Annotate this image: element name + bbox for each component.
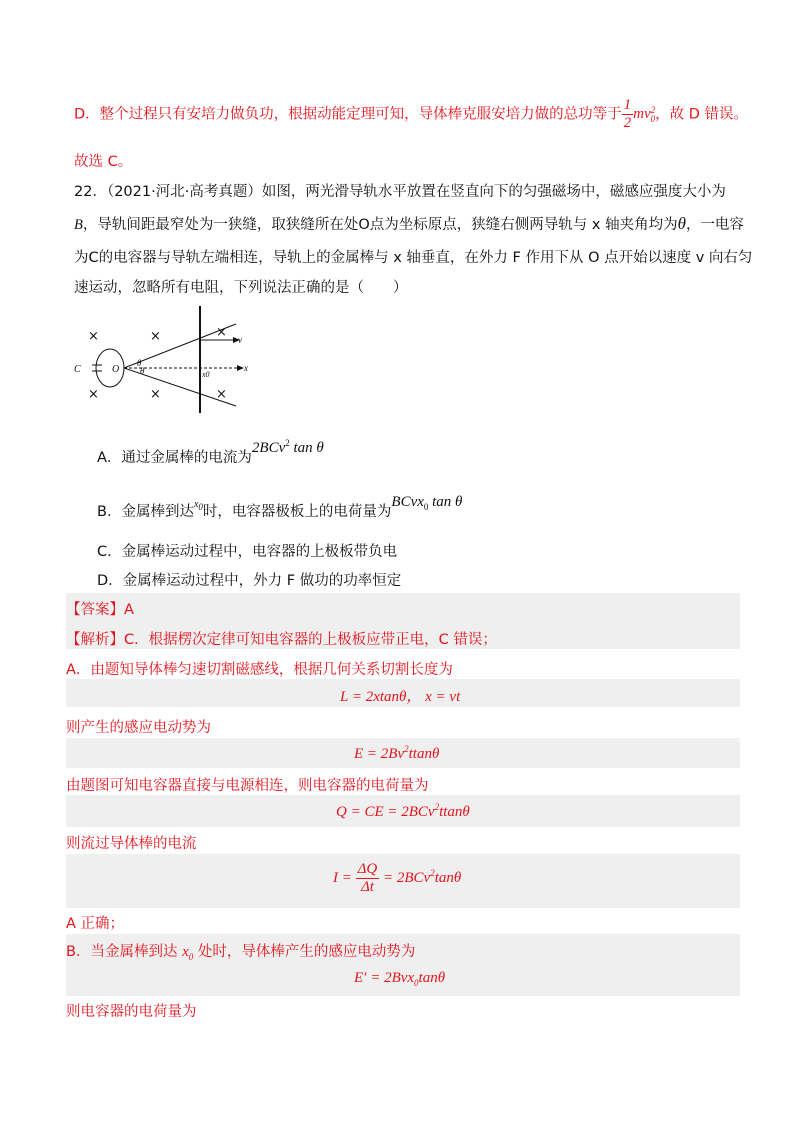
question-line-4: 速运动，忽略所有电阻，下列说法正确的是（ ） (74, 280, 408, 296)
field-cross: × (216, 387, 227, 402)
equation-4: I = $\frac{\Delta Q}{\Delta t}$ = 2BCv$^2$tanθ (333, 861, 462, 895)
field-cross: × (150, 387, 161, 402)
fraction-dq-dt: $\frac{\Delta Q}{\Delta t}$ (357, 861, 378, 895)
label-x0: x0 (202, 370, 210, 379)
question-line-3: 为C的电容器与导轨左端相连，导轨上的金属棒与 x 轴垂直，在外力 F 作用下从 O 点开始以速度 v 向右匀 (74, 250, 753, 266)
equation-3: Q = CE = 2BCv$^2$ttanθ (336, 802, 470, 820)
option-d: D．金属棒运动过程中，外力 F 做功的功率恒定 (97, 573, 402, 589)
analysis-q-line: 由题图可知电容器直接与电源相连，则电容器的电荷量为 (66, 778, 429, 794)
circuit-diagram (70, 306, 260, 416)
label-v: v (238, 335, 242, 345)
analysis-b-line: B．当金属棒到达 $x_0$ 处时，导体棒产生的感应电动势为 (66, 944, 416, 962)
analysis-a-line: A．由题知导体棒匀速切割磁感线，根据几何关系切割长度为 (66, 662, 453, 678)
analysis-q2-line: 则电容器的电荷量为 (66, 1004, 197, 1020)
label-c: C (74, 364, 81, 375)
label-o: O (112, 364, 120, 375)
label-theta-bottom: θ (140, 366, 145, 376)
option-b: B．金属棒到达$^{x0}$时，电容器极板上的电荷量为BCvx$_0$ tan θ (97, 494, 463, 520)
question-line-1: 22．（2021·河北·高考真题）如图，两光滑导轨水平放置在竖直向下的匀强磁场中，磁感应强度大小为 (74, 184, 726, 200)
capacitor-loop (96, 349, 124, 387)
label-theta-top: θ (137, 358, 142, 368)
equation-5: E′ = 2Bvx$_0$tanθ (354, 970, 446, 988)
option-a: A．通过金属棒的电流为2BCv$^2$ tan θ (97, 438, 324, 466)
option-d-explanation: D．整个过程只有安培力做负功，根据动能定理可知，导体棒克服安培力做的总功等于 $\frac{1}{2}$ mv 2 0 ，故 D 错误。 (74, 97, 749, 131)
option-d-text: D．整个过程只有安培力做负功，根据动能定理可知，导体棒克服安培力做的总功等于 (74, 106, 622, 123)
x-axis-arrow-head (237, 365, 244, 371)
fraction-half: $\frac{1}{2}$ (623, 97, 632, 131)
answer-label: 【答案】A (66, 602, 134, 618)
analysis-a-correct: A 正确； (66, 916, 125, 932)
analysis-emf-line: 则产生的感应电动势为 (66, 720, 211, 736)
label-x: x (244, 363, 248, 373)
analysis-i-line: 则流过导体棒的电流 (66, 836, 197, 852)
equation-1: L = 2xtanθ， x = vt (340, 689, 461, 705)
field-cross: × (150, 329, 161, 344)
option-c: C．金属棒运动过程中，电容器的上极板带负电 (97, 544, 398, 560)
equation-2: $E = 2Bv^2ttan\theta$ (354, 744, 440, 762)
analysis-label: 【解析】C．根据楞次定律可知电容器的上极板应带正电，C 错误； (66, 632, 497, 648)
field-cross: × (88, 387, 99, 402)
previous-answer: 故选 C。 (74, 154, 133, 170)
field-cross: × (88, 329, 99, 344)
field-cross: × (216, 325, 227, 340)
question-line-2: B，导轨间距最窄处为一狭缝，取狭缝所在处O点为坐标原点，狭缝右侧两导轨与 x 轴夹角均为θ，一电容 (74, 214, 744, 233)
